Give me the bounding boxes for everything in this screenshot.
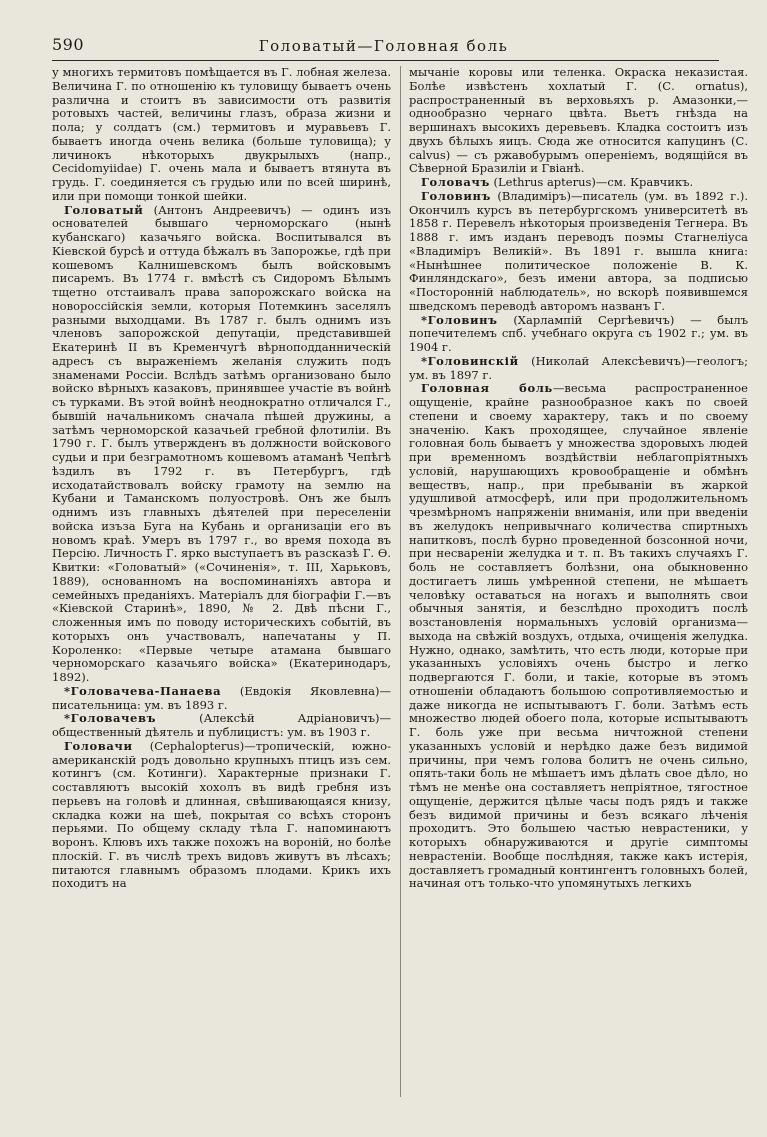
continued-paragraph [52, 66, 391, 204]
right-column [409, 66, 748, 891]
entry-golovachi [52, 740, 391, 891]
entry-headword: *Головачевъ [64, 711, 156, 726]
entry-golovach [409, 176, 748, 190]
entry-headword: *Головинскій [421, 353, 519, 368]
entry-text: (Евдокія Яковлевна)—писательница: ум. въ 1893 г. [52, 683, 391, 712]
entry-text: мычаніе коровы или теленка. Окраска неказистая. Болѣе извѣстенъ хохлатый Г. (С. ornatus), распространенный въ верховьяхъ р. Амазонки,—однообразно чернаго цвѣта. Вьетъ гнѣзда на вершинахъ высокихъ деревьевъ. Кладка состоитъ изъ двухъ бѣлыхъ яицъ. Сюда же относится капуцинъ (С. calvus) — съ ржавобурымъ опереніемъ, водящійся въ Сѣверной Бразиліи и Гвіанѣ. [409, 65, 748, 176]
entry-golovin-vladimir [409, 190, 748, 314]
left-column [52, 66, 391, 891]
entry-text: (Алексѣй Адріановичъ)—общественный дѣятель и публицистъ: ум. въ 1903 г. [52, 711, 392, 739]
entry-golovacheva-panaeva [52, 685, 391, 713]
column-divider [400, 66, 401, 1097]
entry-golovachev [52, 712, 391, 740]
entry-text: (Cephalopterus)—тропическій, южно-американскій родъ довольно крупныхъ птицъ изъ сем. котингъ (см. Котинги). Характерные признаки Г. составляютъ высокій хохолъ въ видѣ гребня изъ перьевъ на головѣ и длинная, свѣшивающаяся книзу, складка кожи на шеѣ, покрытая со всѣхъ сторонъ перьями. По общему складу тѣла Г. напоминаютъ воронъ. Клювъ ихъ также похожъ на вороній, но болѣе плоскій. Г. въ числѣ трехъ видовъ живутъ въ лѣсахъ; питаются главнымъ образомъ плодами. Крикъ ихъ походитъ на [52, 738, 391, 891]
entry-golovinskii [409, 355, 748, 383]
entry-headword: *Головинъ [421, 312, 498, 327]
entry-headword: Головатый [64, 202, 144, 217]
running-head: Головатый—Головная боль [258, 37, 509, 55]
entry-headword: Головинъ [421, 188, 491, 203]
header-rule [52, 60, 719, 61]
continued-paragraph [409, 66, 748, 176]
entry-text: (Николай Алексѣевичъ)—геологъ; ум. въ 1897 г. [409, 353, 748, 382]
entry-text: (Харлампій Сергѣевичъ) — былъ попечителемъ спб. учебнаго округа съ 1902 г.; ум. въ 1904 г. [409, 312, 749, 354]
entry-headword: Головачъ [421, 175, 490, 189]
entry-text: (Владиміръ)—писатель (ум. въ 1892 г.). Окончилъ курсъ въ петербургскомъ университетѣ въ 1858 г. Перевелъ нѣкоторыя произведенія Тегнера. Въ 1888 г. имъ изданъ переводъ поэмы Стагнеліуса «Владиміръ Великій». Въ 1891 г. вышла книга: «Нынѣшнее политическое положеніе В. К. Финляндскаго», безъ имени автора, за подписью «Посторонній наблюдатель», но вскорѣ появившемся шведскомъ переводѣ авторомъ названъ Г. [409, 188, 749, 313]
entry-headword: Головачи [64, 738, 133, 753]
entry-text: (Lethrus apterus)—см. Кравчикъ. [493, 175, 694, 189]
entry-text: (Антонъ Андреевичъ) — одинъ изъ основателей бывшаго черноморскаго (нынѣ кубанскаго) казачьяго войска. Воспитывался въ Кіевской бурсѣ и оттуда бѣжалъ въ Запорожье, гдѣ при кошевомъ Калнишевскомъ былъ войсковымъ писаремъ. Въ 1774 г. вмѣстѣ съ Сидоромъ Бѣлымъ тщетно отстаивалъ права запорожскаго войска на новороссійскія земли, которыя Потемкинъ заселялъ разными выходцами. Въ 1787 г. былъ однимъ изъ членовъ запорожской депутаціи, представившей Екатеринѣ II въ Кременчугѣ вѣрноподданническій адресъ съ выраженіемъ желанія служить подъ знаменами Россіи. Вслѣдъ затѣмъ организовано было войско вѣрныхъ казаковъ, принявшее участіе въ войнѣ съ турками. Въ этой войнѣ неоднократно отличался Г., бывшій начальникомъ сначала пѣшей дружины, а затѣмъ черноморской казачьей гребной флотиліи. Въ 1790 г. Г. былъ утвержденъ въ должности войскового судьи и при безграмотномъ кошевомъ атаманѣ Чепѣгѣ ѣздилъ въ 1792 г. въ Петербургъ, гдѣ исходатайствовалъ войску грамоту на землю на Кубани и Таманскомъ полуостровѣ. Онъ же былъ однимъ изъ главныхъ дѣятелей при переселеніи войска изъза Буга на Кубань и организаціи его въ новомъ краѣ. Умеръ въ 1797 г., во время похода въ Персію. Личность Г. ярко выступаетъ въ разсказѣ Г. Ѳ. Квитки: «Головатый» («Сочиненія», т. III, Харьковъ, 1889), основанномъ на воспоминаніяхъ автора и семейныхъ преданіяхъ. Матеріалъ для біографіи Г.—въ «Кіевской Старинѣ», 1890, № 2. Двѣ пѣсни Г., сложенныя имъ по поводу историческихъ событій, въ которыхъ онъ участвовалъ, напечатаны у П. Короленко: «Первые четыре атамана бывшаго черноморскаго казачьяго войска» (Екатеринодаръ, 1892). [52, 202, 391, 684]
entry-headword: *Головачева-Панаева [64, 683, 222, 698]
entry-text: у многихъ термитовъ помѣщается въ Г. лобная железа. Величина Г. по отношенію къ туловищу бываетъ очень различна и стоитъ въ зависимости отъ развитія ротовыхъ частей, величины глазъ, образа жизни и пола; у солдатъ (см.) термитовъ и муравьевъ Г. бываетъ иногда очень велика (больше туловища); у личинокъ нѣкоторыхъ двукрылыхъ (напр., Cecidomyiidae) Г. очень мала и бываетъ втянута въ грудь. Г. соединяется съ грудью или по всей ширинѣ, или при помощи тонкой шейки. [52, 65, 391, 203]
page-number: 590 [52, 35, 85, 54]
entry-golovatyi [52, 204, 391, 685]
entry-text: —весьма распространенное ощущеніе, крайне разнообразное какъ по своей степени и своему характеру, такъ и по своему значенію. Какъ проходящее, случайное явленіе головная боль бываетъ у множества здоровыхъ людей при временномъ воздѣйствіи неблагопріятныхъ условій, нарушающихъ кровообращеніе и обмѣнъ веществъ, напр., при пребываніи въ жаркой удушливой атмосферѣ, или при продолжительномъ чрезмѣрномъ напряженіи вниманія, или при введеніи въ желудокъ непривычнаго количества спиртныхъ напитковъ, послѣ бурно проведенной бозсонной ночи, при несвареніи желудка и т. п. Въ такихъ случаяхъ Г. боль не составляетъ болѣзни, она обыкновенно достигаетъ лишь умѣренной степени, не мѣшаетъ человѣку оставаться на ногахъ и выполнять свои обычныя занятія, и безслѣдно проходитъ послѣ возстановленія нормальныхъ условій организма—выхода на свѣжій воздухъ, отдыха, очищенія желудка. Нужно, однако, замѣтить, что есть люди, которые при указанныхъ условіяхъ очень быстро и легко подвергаются Г. боли, и такіе, которые въ этомъ отношеніи обладаютъ большою сопротивляемостью и даже никогда не испытываютъ Г. боли. Затѣмъ есть множество людей обоего пола, которые испытываютъ Г. боль уже при весьма ничтожной степени указанныхъ условій и нерѣдко даже безъ видимой причины, при чемъ голова болитъ не очень сильно, опять-таки боль не мѣшаетъ имъ дѣлать свое дѣло, но тѣмъ не менѣе она составляетъ непріятное, тягостное ощущеніе, держится цѣлые часы подъ рядъ и также безъ видимой причины и безъ всякаго лѣченія проходитъ. Это большею частью неврастеники, у которыхъ обнаруживаются и другіе симптомы неврастеніи. Вообще послѣдняя, также какъ истерія, доставляетъ громадный контингентъ головныхъ болей, начиная отъ только-что упомянутыхъ легкихъ [409, 381, 748, 891]
entry-golovin-kharlampii [409, 314, 748, 355]
entry-headword: Головная боль [421, 381, 553, 396]
entry-golovnaya-bol [409, 382, 748, 891]
